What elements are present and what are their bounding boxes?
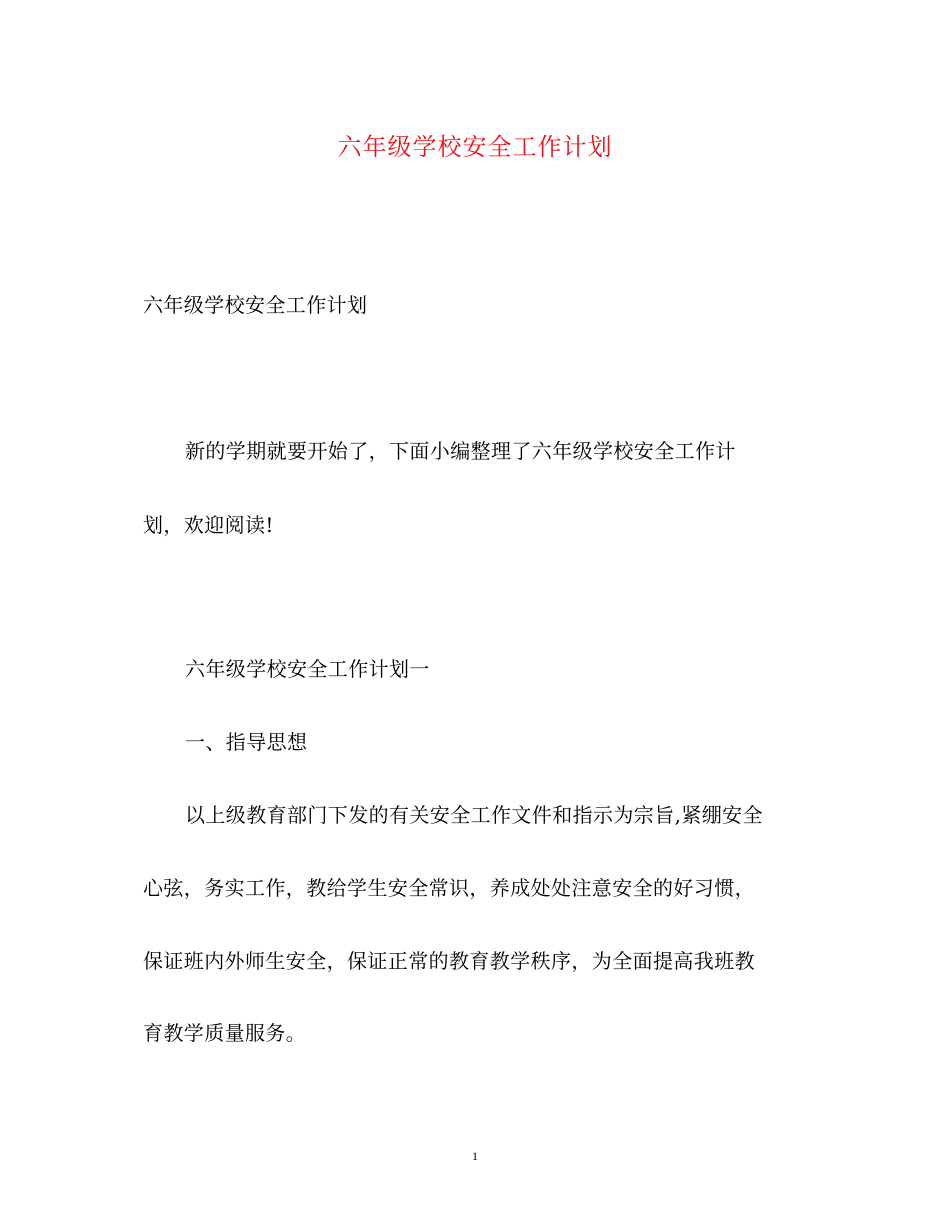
paragraph-line-3: 保证班内外师生安全，保证正常的教育教学秩序，为全面提高我班教 xyxy=(143,949,755,973)
intro-line-2: 划，欢迎阅读! xyxy=(143,513,274,537)
intro-line-1: 新的学期就要开始了，下面小编整理了六年级学校安全工作计 xyxy=(185,439,736,463)
page-number: 1 xyxy=(472,1149,478,1163)
document-title: 六年级学校安全工作计划 xyxy=(337,133,613,161)
document-subtitle: 六年级学校安全工作计划 xyxy=(143,293,368,317)
section-heading: 一、指导思想 xyxy=(185,730,308,754)
plan-heading: 六年级学校安全工作计划一 xyxy=(185,657,430,681)
paragraph-line-2: 心弦，务实工作，教给学生安全常识，养成处处注意安全的好习惯， xyxy=(143,876,755,900)
paragraph-line-4: 育教学质量服务。 xyxy=(143,1021,307,1045)
paragraph-line-1: 以上级教育部门下发的有关安全工作文件和指示为宗旨,紧绷安全 xyxy=(185,803,763,827)
